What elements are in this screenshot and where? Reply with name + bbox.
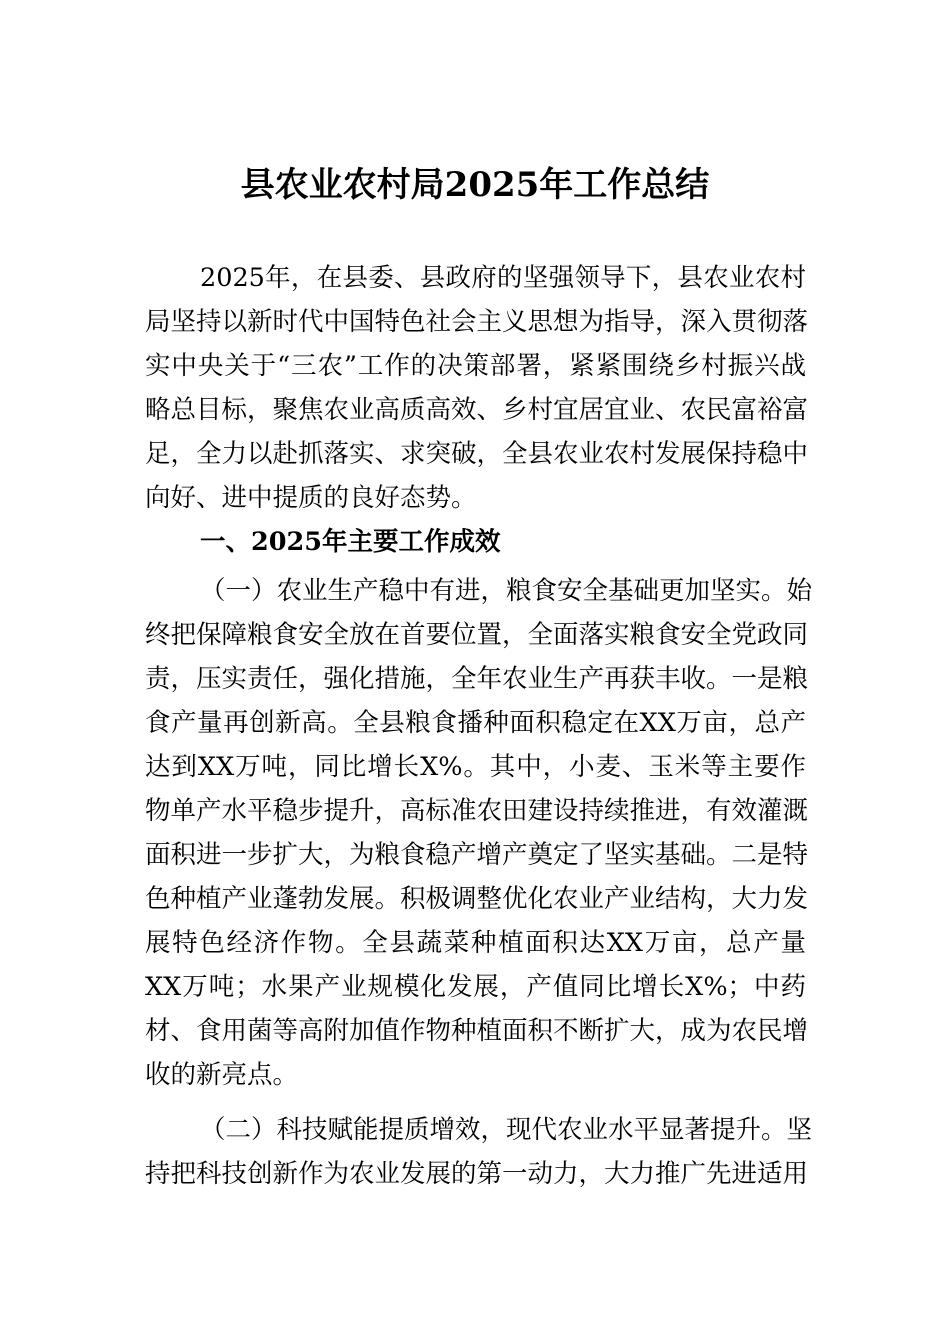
text-line: 终把保障粮食安全放在首要位置，全面落实粮食安全党政同 <box>145 620 809 650</box>
text-line: 收的新亮点。 <box>145 1060 299 1090</box>
text-line: XX万吨；水果产业规模化发展，产值同比增长X%；中药 <box>145 972 806 1002</box>
text-line: 责，压实责任，强化措施，全年农业生产再获丰收。一是粮 <box>145 664 809 694</box>
text-line: 材、食用菌等高附加值作物种植面积不断扩大，成为农民增 <box>145 1016 809 1046</box>
text-line: 面积进一步扩大，为粮食稳产增产奠定了坚实基础。二是特 <box>145 840 809 870</box>
text-line: 略总目标，聚焦农业高质高效、乡村宜居宜业、农民富裕富 <box>145 395 809 425</box>
document-title: 县农业农村局2025年工作总结 <box>240 165 710 205</box>
text-line: 食产量再创新高。全县粮食播种面积稳定在XX万亩，总产 <box>145 708 806 738</box>
text-line: 展特色经济作物。全县蔬菜种植面积达XX万亩，总产量 <box>145 928 806 958</box>
text-line: 色种植产业蓬勃发展。积极调整优化农业产业结构，大力发 <box>145 884 809 914</box>
text-line: 2025年，在县委、县政府的坚强领导下，县农业农村 <box>200 263 806 293</box>
text-line: （二）科技赋能提质增效，现代农业水平显著提升。坚 <box>200 1115 813 1145</box>
text-line: 足，全力以赴抓落实、求突破，全县农业农村发展保持稳中 <box>145 439 809 469</box>
section-heading: 一、2025年主要工作成效 <box>200 527 501 557</box>
text-line: 局坚持以新时代中国特色社会主义思想为指导，深入贯彻落 <box>145 307 809 337</box>
text-line: 物单产水平稳步提升，高标准农田建设持续推进，有效灌溉 <box>145 796 809 826</box>
paragraph-1 <box>145 569 813 1097</box>
text-line: 实中央关于“三农”工作的决策部署，紧紧围绕乡村振兴战 <box>145 351 806 381</box>
text-line: （一）农业生产稳中有进，粮食安全基础更加坚实。始 <box>200 576 813 606</box>
text-line: 达到XX万吨，同比增长X%。其中，小麦、玉米等主要作 <box>145 752 806 782</box>
text-line: 持把科技创新作为农业发展的第一动力，大力推广先进适用 <box>145 1159 809 1189</box>
paragraph-2 <box>145 1108 813 1196</box>
text-line: 向好、进中提质的良好态势。 <box>145 483 477 513</box>
intro-paragraph <box>145 256 809 564</box>
